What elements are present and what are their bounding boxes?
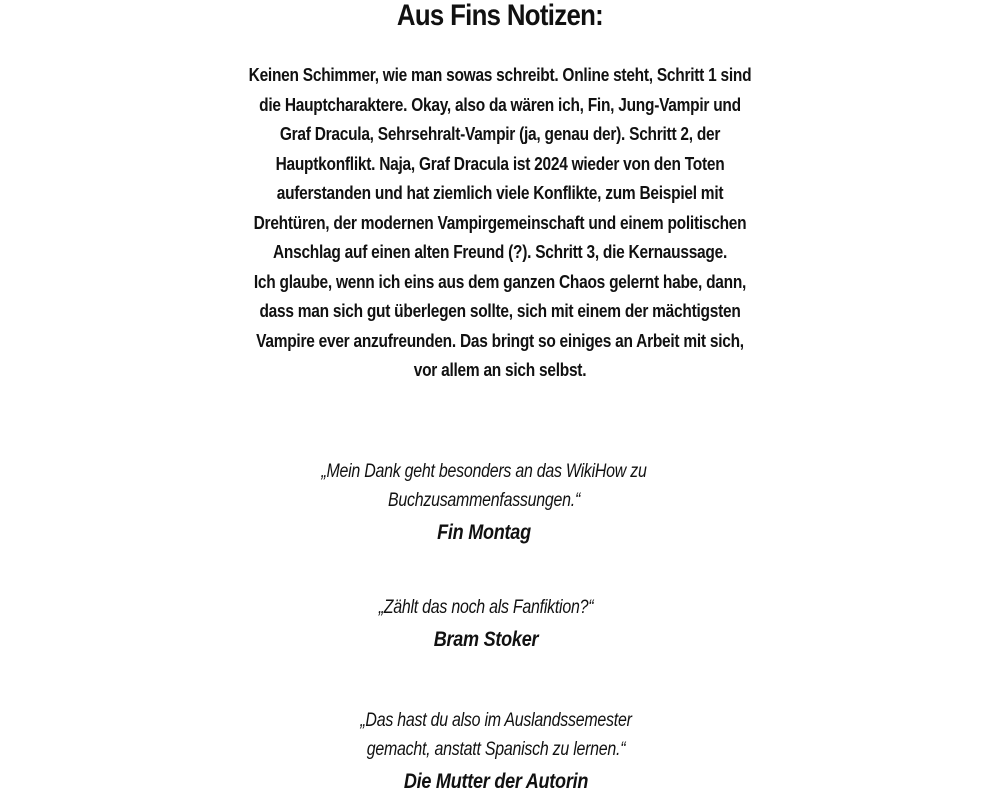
intro-line: auferstanden und hat ziemlich viele Konflikte, zum Beispiel mit (276, 183, 724, 203)
quote-author: Die Mutter der Autorin (403, 770, 589, 793)
intro-paragraph (190, 61, 809, 386)
intro-line: Hauptkonflikt. Naja, Graf Dracula ist 2024 wieder von den Toten (275, 153, 725, 174)
intro-line: Ich glaube, wenn ich eins aus dem ganzen Chaos gelernt habe, dann, (253, 271, 747, 292)
intro-line: Graf Dracula, Sehrsehralt-Vampir (ja, genau der). Schritt 2, der (279, 124, 721, 144)
quote-text (234, 593, 738, 622)
page-title: Aus Fins Notizen: (396, 0, 604, 32)
intro-line: Keinen Schimmer, wie man sowas schreibt. Online steht, Schritt 1 sind (248, 65, 752, 85)
quote-line: „Das hast du also im Auslandssemester (360, 710, 632, 731)
intro-line: Vampire ever anzufreunden. Das bringt so einiges an Arbeit mit sich, (256, 330, 744, 351)
quote-text (244, 706, 748, 764)
quote-bram-stoker (186, 593, 786, 655)
intro-line: Drehtüren, der modernen Vampirgemeinschaft und einem politischen (253, 212, 747, 233)
quote-line: gemacht, anstatt Spanisch zu lernen.“ (366, 739, 626, 760)
quote-author: Bram Stoker (433, 628, 539, 651)
quote-fin-montag (184, 457, 784, 548)
quote-line: Buchzusammenfassungen.“ (387, 490, 581, 511)
quote-mother-of-author (196, 706, 796, 797)
intro-line: die Hauptcharaktere. Okay, also da wären ich, Fin, Jung-Vampir und (259, 94, 741, 115)
quote-line: „Zählt das noch als Fanfiktion?“ (378, 597, 594, 618)
quote-line: „Mein Dank geht besonders an das WikiHow zu (321, 461, 647, 482)
intro-line: Anschlag auf einen alten Freund (?). Schritt 3, die Kernaussage. (272, 242, 727, 262)
quote-text (232, 457, 736, 515)
quote-author: Fin Montag (437, 521, 531, 544)
intro-line: vor allem an sich selbst. (413, 360, 587, 380)
intro-line: dass man sich gut überlegen sollte, sich mit einem der mächtigsten (259, 301, 741, 321)
